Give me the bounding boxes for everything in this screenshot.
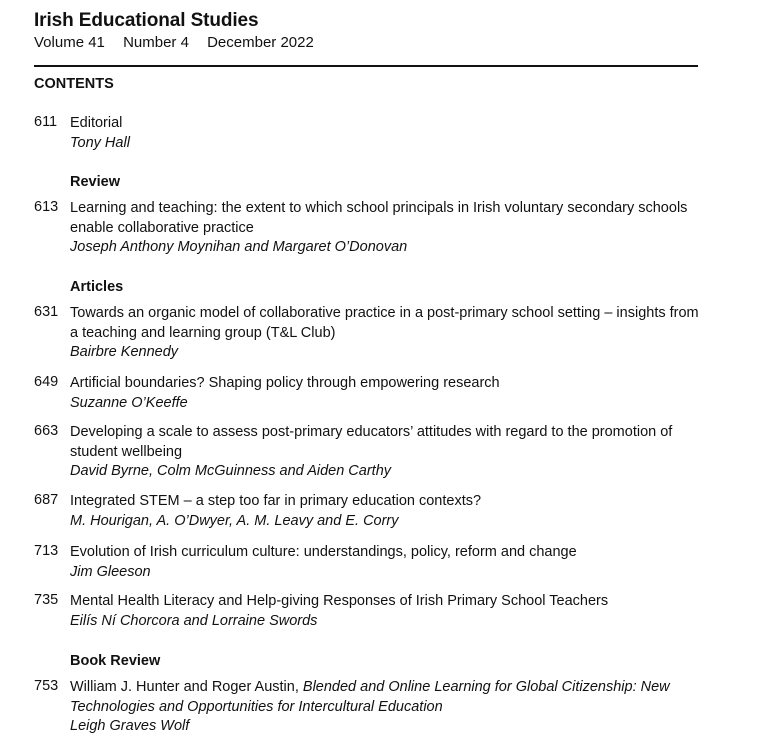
- entry-title: Editorial: [70, 115, 123, 131]
- page-number: 631: [34, 304, 59, 320]
- entry-title: Towards an organic model of collaborative practice in a post-primary school setting – insights from a teaching and learning group (T&L Club): [70, 305, 699, 341]
- page-number: 753: [34, 678, 59, 694]
- entry-authors: Tony Hall: [70, 134, 130, 151]
- entry-title: Learning and teaching: the extent to which school principals in Irish voluntary secondary schools enable collaborative practice: [70, 200, 688, 236]
- page-number: 663: [34, 423, 59, 439]
- toc-entry[interactable]: [34, 492, 714, 531]
- entry-title: [70, 678, 710, 717]
- entry-authors: Joseph Anthony Moynihan and Margaret O’Donovan: [70, 239, 408, 255]
- page-number: 613: [34, 199, 59, 215]
- entry-title: Mental Health Literacy and Help-giving Responses of Irish Primary School Teachers: [70, 593, 609, 609]
- toc-entry-editorial[interactable]: [34, 114, 714, 153]
- entry-authors: Leigh Graves Wolf: [70, 718, 190, 734]
- entry-title: Artificial boundaries? Shaping policy through empowering research: [70, 375, 500, 391]
- toc-entry[interactable]: [34, 304, 714, 363]
- toc-entry[interactable]: [34, 374, 714, 413]
- toc-entry[interactable]: [34, 199, 714, 258]
- entry-title-prefix: William J. Hunter and Roger Austin,: [70, 679, 303, 695]
- entry-authors: Jim Gleeson: [70, 563, 151, 580]
- journal-title: Irish Educational Studies: [34, 10, 259, 31]
- page-number: 713: [34, 543, 59, 559]
- header-rule: [34, 65, 698, 67]
- entry-authors: Suzanne O’Keeffe: [70, 394, 188, 411]
- section-heading-review: Review: [70, 174, 120, 190]
- section-heading-book-review: Book Review: [70, 653, 161, 669]
- contents-heading: CONTENTS: [34, 76, 114, 92]
- page-number: 649: [34, 374, 59, 390]
- toc-entry[interactable]: [34, 543, 714, 582]
- page-number: 735: [34, 592, 59, 608]
- section-heading-articles: Articles: [70, 279, 124, 295]
- page-number: 687: [34, 492, 59, 508]
- toc-entry[interactable]: [34, 592, 714, 631]
- entry-title: Evolution of Irish curriculum culture: understandings, policy, reform and change: [70, 544, 577, 560]
- issue-date: December 2022: [207, 34, 314, 51]
- issue-line: [34, 34, 328, 51]
- issue-number: Number 4: [123, 34, 189, 51]
- entry-title: Developing a scale to assess post-primary educators’ attitudes with regard to the promotion of student wellbeing: [70, 424, 673, 460]
- toc-entry[interactable]: [34, 423, 714, 482]
- volume: Volume 41: [34, 34, 105, 51]
- entry-book-title: Blended and Online Learning for Global Citizenship: New Technologies and Opportunities for Intercultural Education: [70, 679, 670, 715]
- entry-authors: Eilís Ní Chorcora and Lorraine Swords: [70, 612, 318, 629]
- entry-title: Integrated STEM – a step too far in primary education contexts?: [70, 493, 482, 509]
- entry-authors: David Byrne, Colm McGuinness and Aiden Carthy: [70, 463, 392, 479]
- page-number: 611: [34, 114, 58, 130]
- entry-authors: Bairbre Kennedy: [70, 344, 179, 360]
- toc-entry[interactable]: [34, 678, 714, 737]
- entry-authors: M. Hourigan, A. O’Dwyer, A. M. Leavy and E. Corry: [70, 512, 399, 529]
